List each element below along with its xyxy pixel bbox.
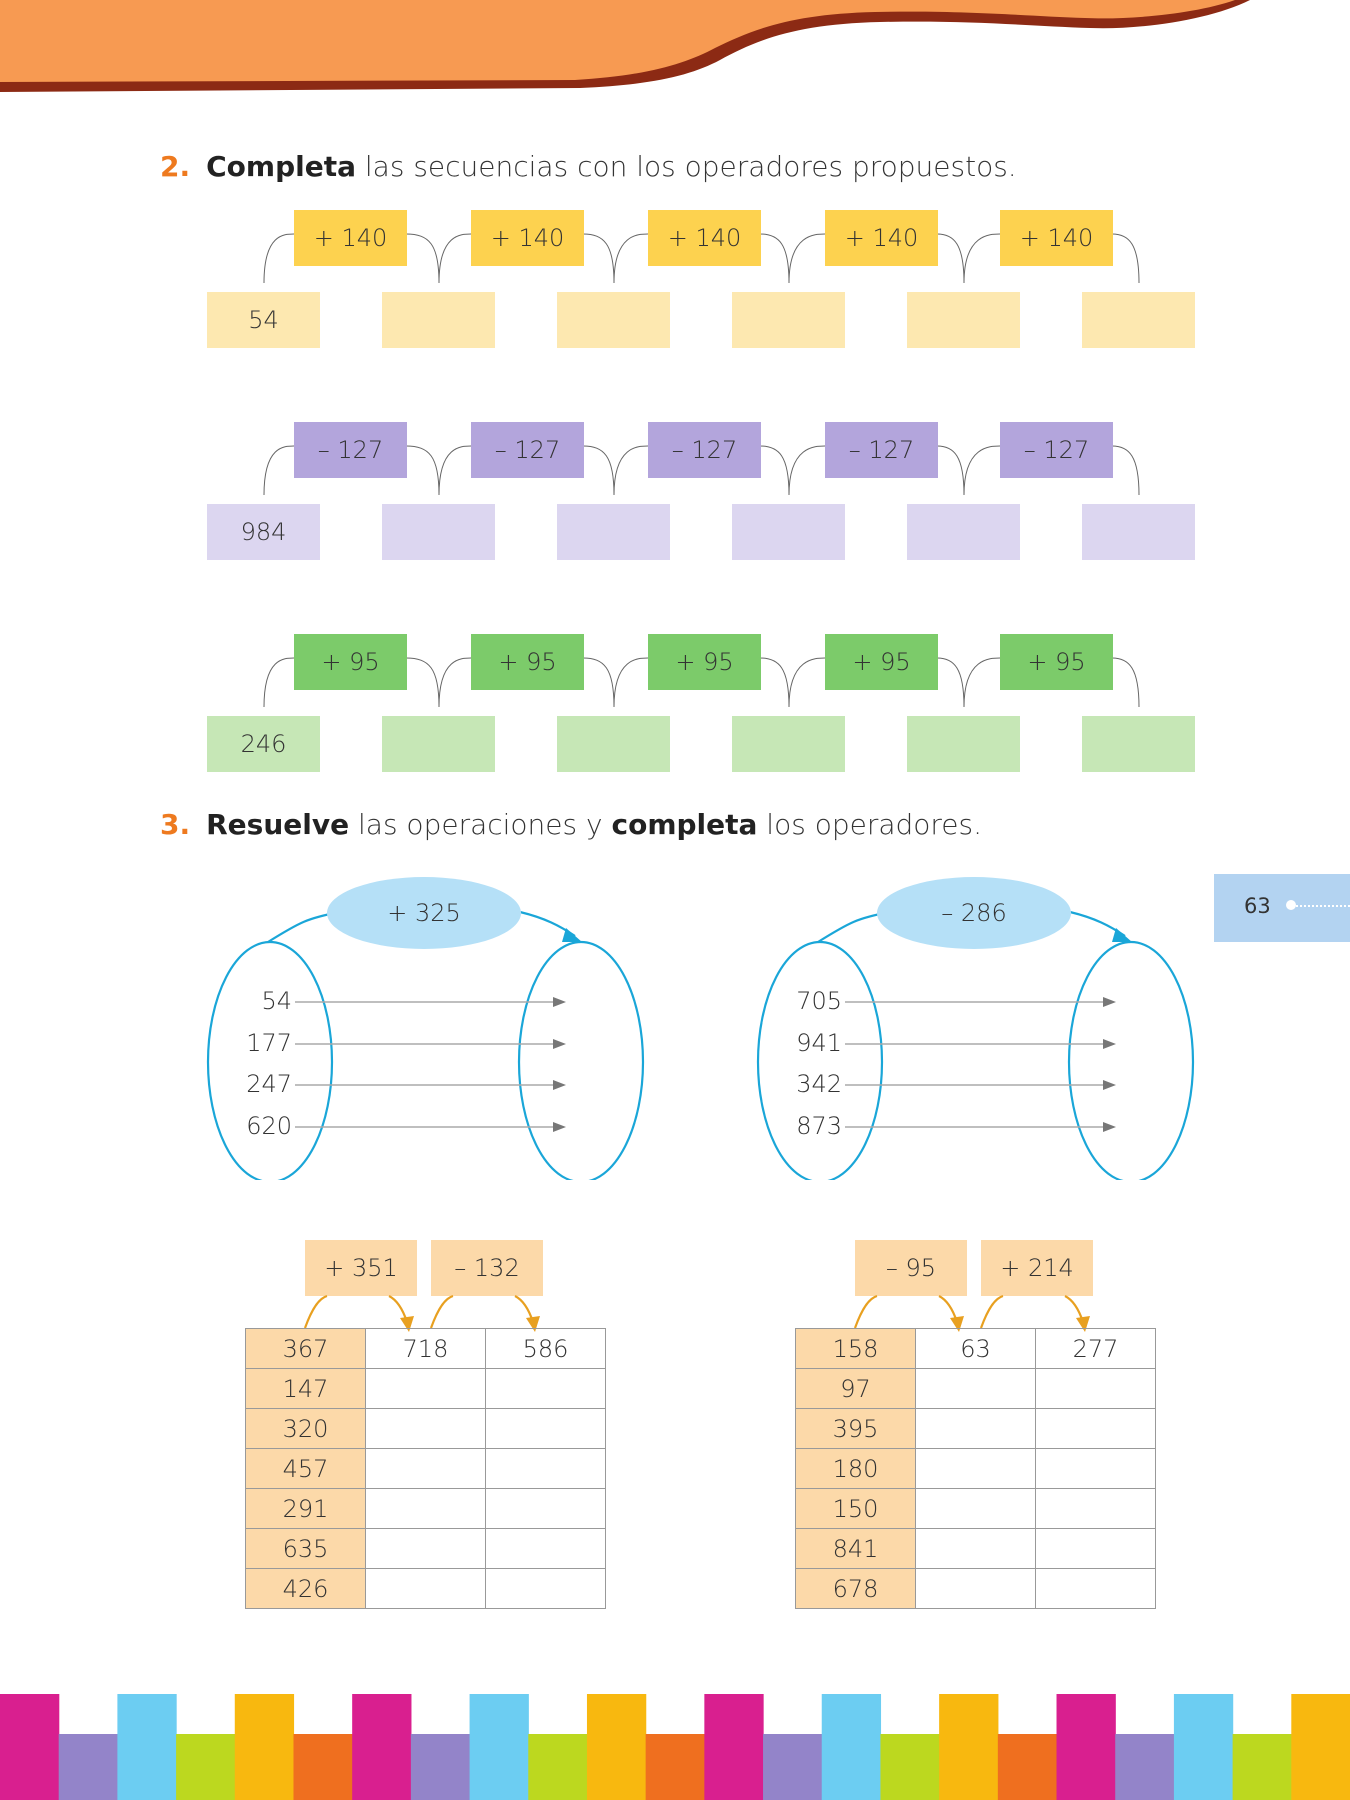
- start-value-cell: 841: [796, 1529, 916, 1569]
- instruction-verb: Completa: [206, 150, 356, 183]
- answer-box[interactable]: [907, 716, 1020, 772]
- page-number: 63: [1244, 894, 1271, 918]
- table-row: [246, 1449, 606, 1489]
- table-row: [796, 1529, 1156, 1569]
- operator-box: – 127: [471, 422, 584, 478]
- operator-box: + 140: [294, 210, 407, 266]
- answer-cell[interactable]: [916, 1369, 1036, 1409]
- sequence-start-box: 246: [207, 716, 320, 772]
- start-value-cell: 150: [796, 1489, 916, 1529]
- instruction-text: las secuencias con los operadores propuestos.: [356, 150, 1017, 183]
- stripe: [470, 1694, 529, 1800]
- answer-cell[interactable]: [486, 1369, 606, 1409]
- start-value-cell: 147: [246, 1369, 366, 1409]
- operator-tag: – 95: [855, 1240, 967, 1296]
- answer-cell: 63: [916, 1329, 1036, 1369]
- start-value-cell: 678: [796, 1569, 916, 1609]
- answer-box[interactable]: [907, 504, 1020, 560]
- operator-oval: + 325: [327, 877, 521, 949]
- instruction-text: las operaciones y: [349, 808, 612, 841]
- answer-box[interactable]: [382, 504, 495, 560]
- answer-cell[interactable]: [1036, 1449, 1156, 1489]
- answer-box[interactable]: [557, 504, 670, 560]
- stripe: [176, 1734, 235, 1800]
- table-row: [246, 1529, 606, 1569]
- table-row: [246, 1569, 606, 1609]
- operator-box: + 140: [648, 210, 761, 266]
- table-row: [246, 1489, 606, 1529]
- stripe: [646, 1734, 705, 1800]
- exercise-number: 2.: [160, 150, 191, 183]
- start-value-cell: 320: [246, 1409, 366, 1449]
- operator-tag: + 351: [305, 1240, 417, 1296]
- answer-cell[interactable]: [366, 1569, 486, 1609]
- answer-box[interactable]: [382, 292, 495, 348]
- answer-cell[interactable]: [366, 1489, 486, 1529]
- answer-cell[interactable]: [486, 1449, 606, 1489]
- stripe: [352, 1694, 411, 1800]
- start-value-cell: 291: [246, 1489, 366, 1529]
- answer-cell[interactable]: [1036, 1409, 1156, 1449]
- stripe: [587, 1694, 646, 1800]
- answer-cell: 586: [486, 1329, 606, 1369]
- sequence-start-box: 984: [207, 504, 320, 560]
- answer-cell[interactable]: [366, 1369, 486, 1409]
- header-wave: [0, 0, 1350, 100]
- answer-box[interactable]: [732, 504, 845, 560]
- stripe: [939, 1694, 998, 1800]
- stripe: [59, 1734, 118, 1800]
- input-value: 54: [261, 987, 292, 1015]
- answer-box[interactable]: [732, 716, 845, 772]
- stripe: [1233, 1734, 1292, 1800]
- operations-table: [245, 1328, 606, 1609]
- answer-cell[interactable]: [486, 1489, 606, 1529]
- output-slot[interactable]: [1110, 1111, 1160, 1141]
- start-value-cell: 426: [246, 1569, 366, 1609]
- output-slot[interactable]: [1110, 986, 1160, 1016]
- table-row: [796, 1369, 1156, 1409]
- operator-box: – 127: [294, 422, 407, 478]
- input-value: 705: [796, 987, 842, 1015]
- operator-box: + 95: [648, 634, 761, 690]
- answer-cell[interactable]: [1036, 1489, 1156, 1529]
- stripe: [998, 1734, 1057, 1800]
- answer-cell[interactable]: [486, 1569, 606, 1609]
- answer-box[interactable]: [557, 716, 670, 772]
- table-row: [246, 1369, 606, 1409]
- table-row: [796, 1489, 1156, 1529]
- operator-box: – 127: [825, 422, 938, 478]
- stripe: [235, 1694, 294, 1800]
- stripe: [880, 1734, 939, 1800]
- input-value: 342: [796, 1070, 842, 1098]
- operator-box: + 95: [294, 634, 407, 690]
- answer-cell[interactable]: [486, 1409, 606, 1449]
- answer-cell[interactable]: [916, 1449, 1036, 1489]
- stripe: [0, 1694, 59, 1800]
- answer-box[interactable]: [907, 292, 1020, 348]
- stripe: [1115, 1734, 1174, 1800]
- start-value-cell: 367: [246, 1329, 366, 1369]
- operator-tag: + 214: [981, 1240, 1093, 1296]
- operator-box: + 140: [471, 210, 584, 266]
- input-value: 941: [796, 1029, 842, 1057]
- instruction-verb: Resuelve: [206, 808, 350, 841]
- stripe: [763, 1734, 822, 1800]
- bottom-stripes: [0, 1694, 1350, 1800]
- answer-box[interactable]: [1082, 504, 1195, 560]
- table-row: [246, 1329, 606, 1369]
- answer-cell[interactable]: [366, 1529, 486, 1569]
- start-value-cell: 395: [796, 1409, 916, 1449]
- answer-cell: 718: [366, 1329, 486, 1369]
- operator-box: + 140: [1000, 210, 1113, 266]
- output-slot[interactable]: [1110, 1069, 1160, 1099]
- input-value: 177: [246, 1029, 292, 1057]
- output-slot[interactable]: [1110, 1028, 1160, 1058]
- exercise-3-instruction: [160, 808, 982, 841]
- answer-cell[interactable]: [916, 1409, 1036, 1449]
- operator-box: + 95: [1000, 634, 1113, 690]
- page-number-tab: [1214, 874, 1350, 942]
- answer-cell[interactable]: [916, 1489, 1036, 1529]
- input-value: 247: [246, 1070, 292, 1098]
- operator-box: + 140: [825, 210, 938, 266]
- stripe: [528, 1734, 587, 1800]
- answer-box[interactable]: [1082, 292, 1195, 348]
- start-value-cell: 97: [796, 1369, 916, 1409]
- stripe: [704, 1694, 763, 1800]
- answer-cell[interactable]: [1036, 1529, 1156, 1569]
- output-slot[interactable]: [560, 1111, 610, 1141]
- stripe: [293, 1734, 352, 1800]
- stripe: [1174, 1694, 1233, 1800]
- answer-cell[interactable]: [1036, 1369, 1156, 1409]
- start-value-cell: 457: [246, 1449, 366, 1489]
- answer-cell[interactable]: [366, 1449, 486, 1489]
- start-value-cell: 158: [796, 1329, 916, 1369]
- input-value: 873: [796, 1112, 842, 1140]
- dotted-line: [1292, 905, 1350, 907]
- table-row: [246, 1409, 606, 1449]
- answer-cell[interactable]: [366, 1409, 486, 1449]
- answer-cell[interactable]: [1036, 1569, 1156, 1609]
- table-row: [796, 1409, 1156, 1449]
- answer-cell[interactable]: [916, 1529, 1036, 1569]
- stripe: [117, 1694, 176, 1800]
- start-value-cell: 635: [246, 1529, 366, 1569]
- stripe: [1057, 1694, 1116, 1800]
- instruction-verb: completa: [611, 808, 758, 841]
- table-row: [796, 1449, 1156, 1489]
- start-value-cell: 180: [796, 1449, 916, 1489]
- table-row: [796, 1569, 1156, 1609]
- operator-tag: – 132: [431, 1240, 543, 1296]
- instruction-text: los operadores.: [757, 808, 983, 841]
- stripe: [411, 1734, 470, 1800]
- output-slot[interactable]: [560, 1069, 610, 1099]
- input-value: 620: [246, 1112, 292, 1140]
- operator-box: – 127: [648, 422, 761, 478]
- answer-cell[interactable]: [916, 1569, 1036, 1609]
- operator-box: + 95: [471, 634, 584, 690]
- operator-oval: – 286: [877, 877, 1071, 949]
- answer-box[interactable]: [382, 716, 495, 772]
- answer-box[interactable]: [557, 292, 670, 348]
- stripe: [822, 1694, 881, 1800]
- answer-box[interactable]: [1082, 716, 1195, 772]
- exercise-number: 3.: [160, 808, 191, 841]
- operator-box: + 95: [825, 634, 938, 690]
- exercise-2-instruction: [160, 150, 1017, 183]
- answer-cell[interactable]: [486, 1529, 606, 1569]
- stripe: [1291, 1694, 1350, 1800]
- answer-cell: 277: [1036, 1329, 1156, 1369]
- answer-box[interactable]: [732, 292, 845, 348]
- operations-table: [795, 1328, 1156, 1609]
- output-slot[interactable]: [560, 986, 610, 1016]
- table-row: [796, 1329, 1156, 1369]
- output-slot[interactable]: [560, 1028, 610, 1058]
- sequence-start-box: 54: [207, 292, 320, 348]
- operator-box: – 127: [1000, 422, 1113, 478]
